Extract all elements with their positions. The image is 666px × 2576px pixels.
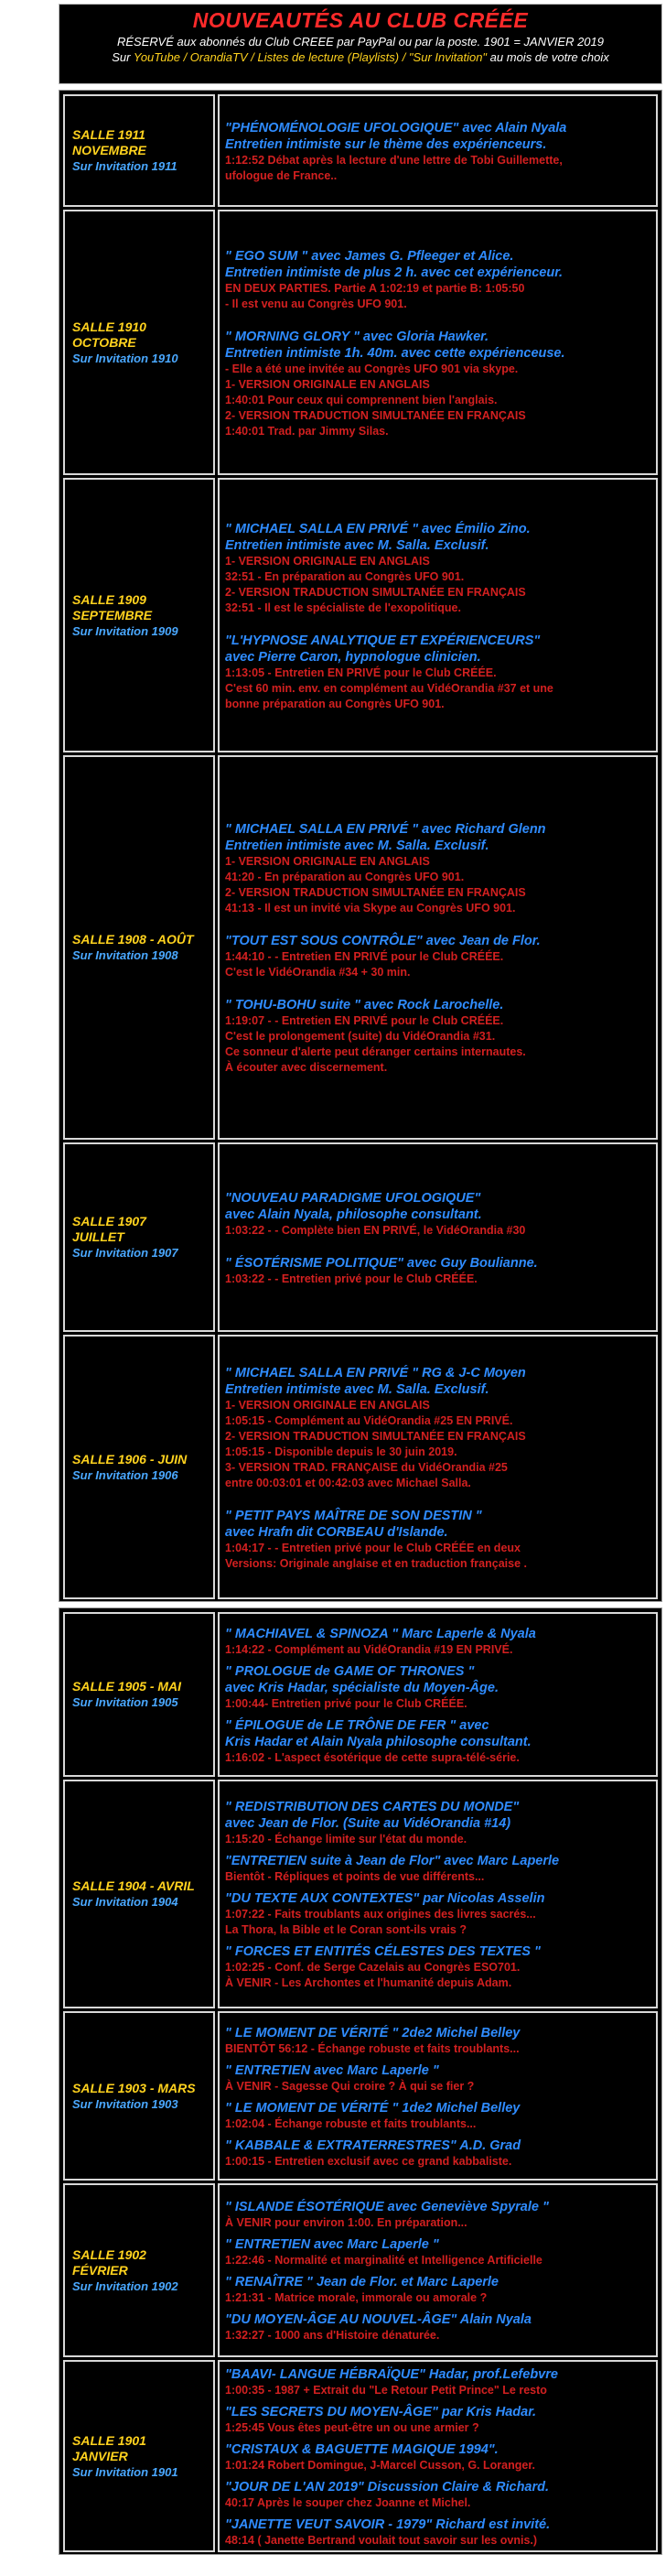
page-header	[59, 4, 662, 84]
invitation-playlist-link[interactable]: Sur Invitation 1903	[72, 2096, 178, 2111]
video-title: Entretien intimiste avec M. Salla. Exclusif.	[225, 839, 489, 853]
salle-row	[63, 1142, 658, 1332]
video-entry	[225, 1663, 650, 1712]
salle-row	[63, 94, 658, 207]
salle-row	[63, 1335, 658, 1599]
video-description: 48:14 ( Janette Bertrand voulait tout savoir sur les ovnis.)	[225, 2533, 538, 2547]
video-entry	[225, 248, 650, 312]
video-entry	[225, 1626, 650, 1658]
salle-name: SALLE 1909	[72, 591, 146, 607]
video-description: 1:40:01 Pour ceux qui comprennent bien l'anglais.	[225, 393, 498, 406]
video-description: 1:05:15 - Complément au VidéOrandia #25 EN PRIVÉ.	[225, 1413, 513, 1427]
salle-name: SALLE 1902	[72, 2246, 146, 2262]
video-title: Entretien intimiste de plus 2 h. avec cet expérienceur.	[225, 265, 564, 280]
video-description: 1- VERSION ORIGINALE EN ANGLAIS	[225, 554, 430, 568]
video-description: ufologue de France..	[225, 168, 338, 182]
invitation-playlist-link[interactable]: Sur Invitation 1904	[72, 1895, 178, 1909]
salle-content-cell	[218, 478, 658, 752]
video-entry	[225, 2366, 650, 2398]
video-description: 1:40:01 Trad. par Jimmy Silas.	[225, 424, 389, 438]
video-title: " MACHIAVEL & SPINOZA " Marc Laperle & Nyala	[225, 1626, 536, 1641]
salle-name: SEPTEMBRE	[72, 607, 153, 622]
video-description: 1:04:17 - - Entretien privé pour le Club CRÉÉE en deux	[225, 1541, 521, 1554]
video-entry	[225, 1890, 650, 1938]
video-entry	[225, 1943, 650, 1991]
salle-row	[63, 210, 658, 475]
video-description: 1:07:22 - Faits troublants aux origines des livres sacrés...	[225, 1908, 536, 1921]
video-title: Entretien intimiste sur le thème des expérienceurs.	[225, 136, 547, 152]
video-description: 1- VERSION ORIGINALE EN ANGLAIS	[225, 377, 430, 391]
header-youtube-prefix: Sur	[112, 50, 131, 64]
video-title: " ENTRETIEN avec Marc Laperle "	[225, 2062, 439, 2078]
video-description: 1:03:22 - - Entretien privé pour le Club CRÉÉE.	[225, 1272, 478, 1285]
video-title: " TOHU-BOHU suite " avec Rock Larochelle.	[225, 998, 504, 1012]
salle-row	[63, 2360, 658, 2552]
video-title: " MICHAEL SALLA EN PRIVÉ " RG & J-C Moyen	[225, 1365, 526, 1380]
salle-label-cell	[63, 478, 215, 752]
video-description: C'est le VidéOrandia #34 + 30 min.	[225, 966, 411, 979]
salle-label-cell	[63, 1780, 215, 2008]
video-description: À VENIR - Les Archontes et l'humanité depuis Adam.	[225, 1976, 512, 1989]
video-description: EN DEUX PARTIES. Partie A 1:02:19 et partie B: 1:05:50	[225, 281, 525, 295]
page-title: NOUVEAUTÉS AU CLUB CRÉÉE	[192, 8, 529, 32]
video-title: "JOUR DE L'AN 2019" Discussion Claire & Richard.	[225, 2479, 550, 2495]
salle-label-cell	[63, 2360, 215, 2552]
salle-name: SALLE 1904 - AVRIL	[72, 1878, 195, 1893]
video-entry	[225, 1508, 650, 1572]
video-description: - Il est venu au Congrès UFO 901.	[225, 297, 407, 310]
video-description: 1:02:04 - Échange robuste et faits troublants...	[225, 2116, 477, 2130]
video-entry	[225, 2516, 650, 2549]
video-title: avec Alain Nyala, philosophe consultant.	[225, 1207, 482, 1222]
video-entry	[225, 1255, 650, 1287]
video-title: " ÉPILOGUE de LE TRÔNE DE FER " avec	[225, 1717, 489, 1733]
video-description: 1:00:15 - Entretien exclusif avec ce grand kabbaliste.	[225, 2154, 512, 2168]
salle-label-cell	[63, 1335, 215, 1599]
salle-name: FÉVRIER	[72, 2262, 128, 2278]
video-description: À écouter avec discernement.	[225, 1061, 388, 1074]
video-title: "DU MOYEN-ÂGE AU NOUVEL-ÂGE" Alain Nyala	[225, 2312, 532, 2327]
salle-row	[63, 478, 658, 752]
video-title: " MORNING GLORY " avec Gloria Hawker.	[225, 329, 489, 344]
video-entry	[225, 1365, 650, 1491]
video-description: Ce sonneur d'alerte peut déranger certains internautes.	[225, 1045, 526, 1058]
video-description: 41:13 - Il est un invité via Skype au Congrès UFO 901.	[225, 902, 516, 915]
video-title: "CRISTAUX & BAGUETTE MAGIQUE 1994".	[225, 2441, 499, 2457]
video-title: "TOUT EST SOUS CONTRÔLE" avec Jean de Flor.	[225, 934, 541, 948]
video-entry	[225, 2025, 650, 2057]
video-entry	[225, 329, 650, 439]
youtube-playlist-link[interactable]: YouTube / OrandiaTV / Listes de lecture (Playlists) / "Sur Invitation"	[133, 50, 488, 64]
video-description: 1:19:07 - - Entretien EN PRIVÉ pour le Club CRÉÉE.	[225, 1014, 504, 1027]
salle-row	[63, 1612, 658, 1777]
header-youtube-note	[59, 49, 661, 65]
video-entry	[225, 2138, 650, 2170]
invitation-playlist-link[interactable]: Sur Invitation 1905	[72, 1695, 178, 1709]
video-description: 1- VERSION ORIGINALE EN ANGLAIS	[225, 1398, 430, 1412]
video-title: "ENTRETIEN suite à Jean de Flor" avec Marc Laperle	[225, 1854, 560, 1868]
video-entry	[225, 2236, 650, 2268]
video-description: 1:44:10 - - Entretien EN PRIVÉ pour le Club CRÉÉE.	[225, 950, 504, 963]
video-title: Entretien intimiste avec M. Salla. Exclusif.	[225, 537, 489, 553]
invitation-playlist-link[interactable]: Sur Invitation 1910	[72, 351, 178, 365]
video-entry	[225, 2479, 650, 2511]
video-description: 1:32:27 - 1000 ans d'Histoire dénaturée.	[225, 2329, 440, 2342]
video-title: "JANETTE VEUT SAVOIR - 1979" Richard est invité.	[225, 2516, 551, 2532]
video-title: avec Pierre Caron, hypnologue clinicien.	[225, 649, 481, 665]
salle-row	[63, 2183, 658, 2357]
video-description: 1:12:52 Débat après la lecture d'une lettre de Tobi Guillemette,	[225, 153, 563, 167]
salle-content-cell	[218, 2360, 658, 2552]
video-description: 1:25:45 Vous êtes peut-être un ou une armier ?	[225, 2420, 479, 2434]
salle-name: JUILLET	[72, 1229, 124, 1244]
video-description: 1:15:20 - Échange limite sur l'état du monde.	[225, 1833, 467, 1845]
video-title: avec Hrafn dit CORBEAU d'Islande.	[225, 1524, 448, 1540]
video-title: " MICHAEL SALLA EN PRIVÉ " avec Richard Glenn	[225, 822, 546, 837]
video-description: 1:02:25 - Conf. de Serge Cazelais au Congrès ESO701.	[225, 1961, 521, 1974]
salle-content-cell	[218, 2011, 658, 2181]
video-title: " ÉSOTÉRISME POLITIQUE" avec Guy Boulianne.	[225, 1255, 538, 1271]
video-description: 2- VERSION TRADUCTION SIMULTANÉE EN FRANÇAIS	[225, 408, 526, 422]
video-title: avec Kris Hadar, spécialiste du Moyen-Âge.	[225, 1680, 499, 1695]
video-title: Entretien intimiste avec M. Salla. Exclusif.	[225, 1381, 489, 1397]
video-description: 1:16:02 - L'aspect ésotérique de cette supra-télé-série.	[225, 1750, 520, 1764]
video-description: 1:01:24 Robert Domingue, J-Marcel Cusson, G. Loranger.	[225, 2458, 535, 2472]
video-title: " LE MOMENT DE VÉRITÉ " 2de2 Michel Belley	[225, 2025, 521, 2040]
video-title: " ENTRETIEN avec Marc Laperle "	[225, 2237, 439, 2252]
video-title: " MICHAEL SALLA EN PRIVÉ " avec Émilio Zino.	[225, 521, 531, 536]
salle-group	[59, 90, 662, 1602]
video-description: entre 00:03:01 et 00:42:03 avec Michael Salla.	[225, 1476, 471, 1489]
video-entry	[225, 1190, 650, 1239]
salle-name: SALLE 1903 - MARS	[72, 2080, 196, 2095]
video-description: C'est le prolongement (suite) du VidéOrandia #31.	[225, 1030, 496, 1043]
video-title: "LES SECRETS DU MOYEN-ÂGE" par Kris Hadar.	[225, 2404, 537, 2419]
video-entry	[225, 1717, 650, 1766]
video-description: BIENTÔT 56:12 - Échange robuste et faits troublants...	[225, 2041, 520, 2055]
video-description: C'est 60 min. env. en complément au VidéOrandia #37 et une	[225, 681, 553, 695]
invitation-playlist-link[interactable]: Sur Invitation 1911	[72, 159, 177, 173]
video-entry	[225, 2404, 650, 2436]
video-title: "DU TEXTE AUX CONTEXTES" par Nicolas Asselin	[225, 1891, 545, 1906]
video-entry	[225, 933, 650, 980]
video-title: " PROLOGUE de GAME OF THRONES "	[225, 1663, 475, 1679]
video-description: - Elle a été une invitée au Congrès UFO 901 via skype.	[225, 362, 519, 375]
salle-label-cell	[63, 755, 215, 1140]
salle-label-cell	[63, 2183, 215, 2357]
salle-content-cell	[218, 2183, 658, 2357]
video-title: " KABBALE & EXTRATERRESTRES" A.D. Grad	[225, 2138, 521, 2153]
invitation-playlist-link[interactable]: Sur Invitation 1901	[72, 2464, 178, 2479]
video-entry	[225, 120, 650, 184]
salle-content-cell	[218, 94, 658, 207]
video-description: 1:13:05 - Entretien EN PRIVÉ pour le Club CRÉÉE.	[225, 666, 497, 679]
video-description: 1- VERSION ORIGINALE EN ANGLAIS	[225, 855, 430, 868]
invitation-playlist-link[interactable]: Sur Invitation 1902	[72, 2278, 178, 2293]
invitation-playlist-link[interactable]: Sur Invitation 1906	[72, 1467, 178, 1482]
invitation-playlist-link[interactable]: Sur Invitation 1909	[72, 623, 178, 638]
salle-name: SALLE 1911	[72, 127, 145, 142]
salle-content-cell	[218, 1335, 658, 1599]
salle-label-cell	[63, 2011, 215, 2181]
video-description: 2- VERSION TRADUCTION SIMULTANÉE EN FRANÇAIS	[225, 1429, 526, 1443]
video-description: 2- VERSION TRADUCTION SIMULTANÉE EN FRANÇAIS	[225, 585, 526, 599]
video-description: 32:51 - En préparation au Congrès UFO 901.	[225, 569, 465, 583]
salle-row	[63, 1780, 658, 2008]
video-title: avec Jean de Flor. (Suite au VidéOrandia #14)	[225, 1816, 511, 1831]
video-description: 1:03:22 - - Complète bien EN PRIVÉ, le VidéOrandia #30	[225, 1223, 526, 1237]
video-title: " EGO SUM " avec James G. Pfleeger et Alice.	[225, 248, 514, 264]
video-entry	[225, 997, 650, 1076]
video-description: Bientôt - Répliques et points de vue différents...	[225, 1870, 485, 1883]
video-entry	[225, 2100, 650, 2132]
salle-label-cell	[63, 94, 215, 207]
video-description: Versions: Originale anglaise et en traduction française .	[225, 1556, 527, 1570]
video-title: " REDISTRIBUTION DES CARTES DU MONDE"	[225, 1800, 520, 1814]
salle-row	[63, 2011, 658, 2181]
salle-label-cell	[63, 210, 215, 475]
video-entry	[225, 521, 650, 616]
video-description: 2- VERSION TRADUCTION SIMULTANÉE EN FRANÇAIS	[225, 886, 526, 899]
salle-name: JANVIER	[72, 2448, 128, 2463]
video-description: 41:20 - En préparation au Congrès UFO 901.	[225, 871, 465, 883]
video-description: À VENIR pour environ 1:00. En préparation...	[225, 2216, 467, 2229]
salle-name: SALLE 1910	[72, 319, 146, 334]
video-description: 1:00:35 - 1987 + Extrait du "Le Retour Petit Prince" Le resto	[225, 2383, 547, 2397]
salle-content-cell	[218, 1780, 658, 2008]
page-container	[59, 4, 662, 2555]
video-title: " ISLANDE ÉSOTÉRIQUE avec Geneviève Spyrale "	[225, 2200, 549, 2214]
video-title: Kris Hadar et Alain Nyala philosophe consultant.	[225, 1734, 532, 1749]
salle-name: NOVEMBRE	[72, 143, 146, 157]
video-description: La Thora, la Bible et le Coran sont-ils vrais ?	[225, 1923, 467, 1936]
salle-name: SALLE 1908 - AOÛT	[72, 932, 194, 947]
video-entry	[225, 2199, 650, 2231]
video-description: 1:22:46 - Normalité et marginalité et Intelligence Artificielle	[225, 2254, 542, 2267]
salle-content-cell	[218, 755, 658, 1140]
salle-content-cell	[218, 210, 658, 475]
video-description: 1:05:15 - Disponible depuis le 30 juin 2019.	[225, 1445, 457, 1458]
header-youtube-suffix: au mois de votre choix	[489, 50, 609, 64]
salle-row	[63, 755, 658, 1140]
salle-name: OCTOBRE	[72, 334, 136, 350]
invitation-playlist-link[interactable]: Sur Invitation 1908	[72, 948, 178, 962]
salle-name: SALLE 1901	[72, 2432, 146, 2448]
video-title: "L'HYPNOSE ANALYTIQUE ET EXPÉRIENCEURS"	[225, 633, 541, 648]
salle-content-cell	[218, 1142, 658, 1332]
video-entry	[225, 821, 650, 916]
salle-label-cell	[63, 1142, 215, 1332]
video-description: 40:17 Après le souper chez Joanne et Michel.	[225, 2495, 471, 2509]
salle-label-cell	[63, 1612, 215, 1777]
video-entry	[225, 2311, 650, 2343]
video-title: "NOUVEAU PARADIGME UFOLOGIQUE"	[225, 1190, 481, 1206]
salle-name: SALLE 1907	[72, 1214, 146, 1228]
video-title: Entretien intimiste 1h. 40m. avec cette expérienceuse.	[225, 345, 565, 361]
salle-content-cell	[218, 1612, 658, 1777]
video-title: "PHÉNOMÉNOLOGIE UFOLOGIQUE" avec Alain Nyala	[225, 120, 567, 135]
video-title: " LE MOMENT DE VÉRITÉ " 1de2 Michel Belley	[225, 2100, 521, 2116]
video-description: 1:00:44- Entretien privé pour le Club CRÉÉE.	[225, 1696, 467, 1710]
video-description: 1:21:31 - Matrice morale, immorale ou amorale ?	[225, 2291, 488, 2304]
salle-name: SALLE 1905 - MAI	[72, 1679, 182, 1694]
video-description: bonne préparation au Congrès UFO 901.	[225, 697, 445, 710]
video-description: 3- VERSION TRAD. FRANÇAISE du VidéOrandia #25	[225, 1460, 508, 1474]
video-title: "BAAVI- LANGUE HÉBRAÏQUE" Hadar, prof.Lefebvre	[225, 2366, 558, 2382]
salle-groups	[59, 90, 662, 2555]
video-description: À VENIR - Sagesse Qui croire ? À qui se fier ?	[225, 2079, 475, 2093]
video-entry	[225, 2441, 650, 2473]
header-subscription-note: RÉSERVÉ aux abonnés du Club CREEE par PayPal ou par la poste. 1901 = JANVIER 2019	[117, 35, 604, 49]
video-entry	[225, 1853, 650, 1885]
video-entry	[225, 1799, 650, 1847]
video-description: 1:14:22 - Complément au VidéOrandia #19 EN PRIVÉ.	[225, 1642, 513, 1656]
video-title: " FORCES ET ENTITÉS CÉLESTES DES TEXTES "	[225, 1944, 541, 1959]
video-title: " RENAÎTRE " Jean de Flor. et Marc Laperle	[225, 2275, 499, 2289]
video-entry	[225, 2062, 650, 2094]
video-entry	[225, 2274, 650, 2306]
video-entry	[225, 633, 650, 712]
salle-name: SALLE 1906 - JUIN	[72, 1451, 188, 1467]
video-title: " PETIT PAYS MAÎTRE DE SON DESTIN "	[225, 1508, 482, 1523]
video-description: 32:51 - Il est le spécialiste de l'exopolitique.	[225, 601, 461, 614]
salle-group	[59, 1607, 662, 2555]
invitation-playlist-link[interactable]: Sur Invitation 1907	[72, 1246, 178, 1260]
